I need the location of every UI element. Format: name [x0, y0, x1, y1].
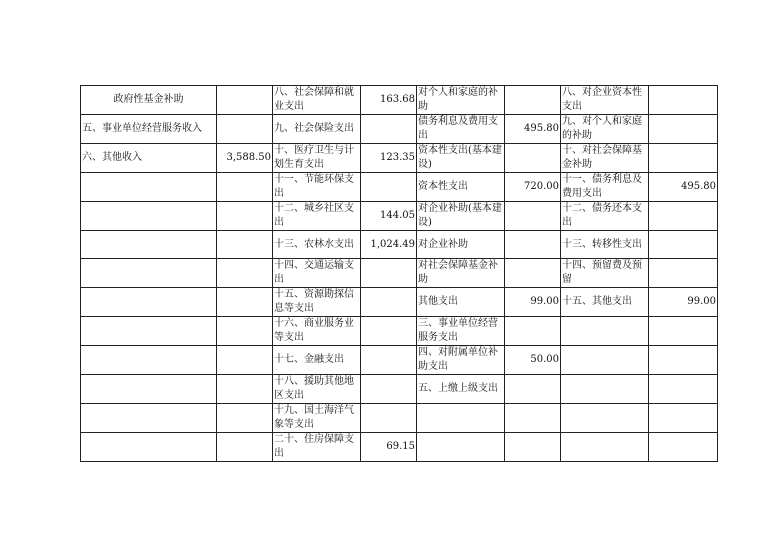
table-cell-c0 [81, 404, 217, 433]
table-cell-c3 [361, 115, 417, 144]
budget-table-body [81, 86, 718, 462]
table-cell-c0: 政府性基金补助 [81, 86, 217, 115]
table-cell-c4: 资本性支出(基本建设) [417, 144, 505, 173]
table-row [81, 115, 718, 144]
table-cell-c1 [217, 317, 273, 346]
table-cell-c0 [81, 173, 217, 202]
table-cell-c3 [361, 375, 417, 404]
table-row [81, 259, 718, 288]
table-cell-c3: 123.35 [361, 144, 417, 173]
table-cell-c7: 495.80 [649, 173, 718, 202]
table-cell-c4: 资本性支出 [417, 173, 505, 202]
table-cell-c0 [81, 259, 217, 288]
table-cell-c6 [561, 404, 649, 433]
table-cell-c2: 十五、资源勘探信息等支出 [273, 288, 361, 317]
table-cell-c5: 495.80 [505, 115, 561, 144]
table-cell-c1 [217, 259, 273, 288]
table-cell-c0 [81, 346, 217, 375]
table-cell-c4: 债务利息及费用支出 [417, 115, 505, 144]
table-cell-c4: 三、事业单位经营服务支出 [417, 317, 505, 346]
table-cell-c1 [217, 433, 273, 462]
table-cell-c1 [217, 346, 273, 375]
table-cell-c7 [649, 259, 718, 288]
table-cell-c5 [505, 404, 561, 433]
table-cell-c3 [361, 259, 417, 288]
table-cell-c3 [361, 173, 417, 202]
table-cell-c1 [217, 202, 273, 231]
table-row [81, 346, 718, 375]
table-cell-c4: 对社会保障基金补助 [417, 259, 505, 288]
table-cell-c4: 对企业补助(基本建设) [417, 202, 505, 231]
table-row [81, 375, 718, 404]
budget-table [80, 85, 718, 462]
table-cell-c2: 十九、国土海洋气象等支出 [273, 404, 361, 433]
table-cell-c4: 四、对附属单位补助支出 [417, 346, 505, 375]
table-cell-c3: 69.15 [361, 433, 417, 462]
table-cell-c3 [361, 346, 417, 375]
table-cell-c1 [217, 404, 273, 433]
table-cell-c5: 720.00 [505, 173, 561, 202]
table-cell-c1 [217, 115, 273, 144]
table-cell-c4: 五、上缴上级支出 [417, 375, 505, 404]
table-cell-c2: 十七、金融支出 [273, 346, 361, 375]
table-cell-c5 [505, 259, 561, 288]
table-cell-c5 [505, 375, 561, 404]
table-cell-c7 [649, 375, 718, 404]
table-cell-c5 [505, 144, 561, 173]
table-cell-c1 [217, 288, 273, 317]
table-cell-c0: 六、其他收入 [81, 144, 217, 173]
table-cell-c2: 十一、节能环保支出 [273, 173, 361, 202]
table-cell-c5 [505, 231, 561, 259]
table-cell-c6 [561, 375, 649, 404]
table-cell-c3: 144.05 [361, 202, 417, 231]
table-cell-c0 [81, 375, 217, 404]
table-cell-c2: 十、医疗卫生与计划生育支出 [273, 144, 361, 173]
table-cell-c6: 十、对社会保障基金补助 [561, 144, 649, 173]
table-cell-c7 [649, 404, 718, 433]
table-cell-c2: 九、社会保险支出 [273, 115, 361, 144]
table-row [81, 86, 718, 115]
table-cell-c3 [361, 288, 417, 317]
table-cell-c0 [81, 288, 217, 317]
table-cell-c4: 其他支出 [417, 288, 505, 317]
table-cell-c4 [417, 404, 505, 433]
table-row [81, 404, 718, 433]
table-cell-c2: 十三、农林水支出 [273, 231, 361, 259]
table-cell-c7: 99.00 [649, 288, 718, 317]
table-cell-c0 [81, 202, 217, 231]
table-cell-c6: 十一、债务利息及费用支出 [561, 173, 649, 202]
table-cell-c6: 十二、债务还本支出 [561, 202, 649, 231]
table-row [81, 202, 718, 231]
table-row [81, 173, 718, 202]
table-cell-c0 [81, 317, 217, 346]
table-cell-c5 [505, 202, 561, 231]
table-row [81, 231, 718, 259]
table-cell-c0: 五、事业单位经营服务收入 [81, 115, 217, 144]
table-cell-c7 [649, 433, 718, 462]
table-cell-c2: 十四、交通运输支出 [273, 259, 361, 288]
table-cell-c1 [217, 231, 273, 259]
table-cell-c3 [361, 404, 417, 433]
table-cell-c2: 十八、援助其他地区支出 [273, 375, 361, 404]
table-cell-c2: 十六、商业服务业等支出 [273, 317, 361, 346]
table-row [81, 288, 718, 317]
table-cell-c1: 3,588.50 [217, 144, 273, 173]
table-row [81, 433, 718, 462]
table-cell-c2: 八、社会保障和就业支出 [273, 86, 361, 115]
table-cell-c7 [649, 346, 718, 375]
table-cell-c4: 对企业补助 [417, 231, 505, 259]
table-cell-c7 [649, 144, 718, 173]
table-cell-c0 [81, 231, 217, 259]
table-cell-c6: 九、对个人和家庭的补助 [561, 115, 649, 144]
table-cell-c6 [561, 317, 649, 346]
table-cell-c2: 二十、住房保障支出 [273, 433, 361, 462]
table-row [81, 317, 718, 346]
table-cell-c1 [217, 375, 273, 404]
table-cell-c6 [561, 346, 649, 375]
table-cell-c3 [361, 317, 417, 346]
table-cell-c6: 十五、其他支出 [561, 288, 649, 317]
table-cell-c6: 八、对企业资本性支出 [561, 86, 649, 115]
table-cell-c4 [417, 433, 505, 462]
table-cell-c5 [505, 317, 561, 346]
table-cell-c3: 1,024.49 [361, 231, 417, 259]
table-cell-c1 [217, 86, 273, 115]
table-cell-c1 [217, 173, 273, 202]
table-row [81, 144, 718, 173]
table-cell-c3: 163.68 [361, 86, 417, 115]
table-cell-c5: 99.00 [505, 288, 561, 317]
table-cell-c5 [505, 86, 561, 115]
table-cell-c5 [505, 433, 561, 462]
table-cell-c6: 十三、转移性支出 [561, 231, 649, 259]
table-cell-c7 [649, 231, 718, 259]
table-cell-c0 [81, 433, 217, 462]
table-cell-c7 [649, 115, 718, 144]
table-cell-c7 [649, 202, 718, 231]
table-cell-c7 [649, 317, 718, 346]
table-cell-c6 [561, 433, 649, 462]
table-cell-c5: 50.00 [505, 346, 561, 375]
table-cell-c4: 对个人和家庭的补助 [417, 86, 505, 115]
table-cell-c7 [649, 86, 718, 115]
table-cell-c2: 十二、城乡社区支出 [273, 202, 361, 231]
table-cell-c6: 十四、预留费及预留 [561, 259, 649, 288]
